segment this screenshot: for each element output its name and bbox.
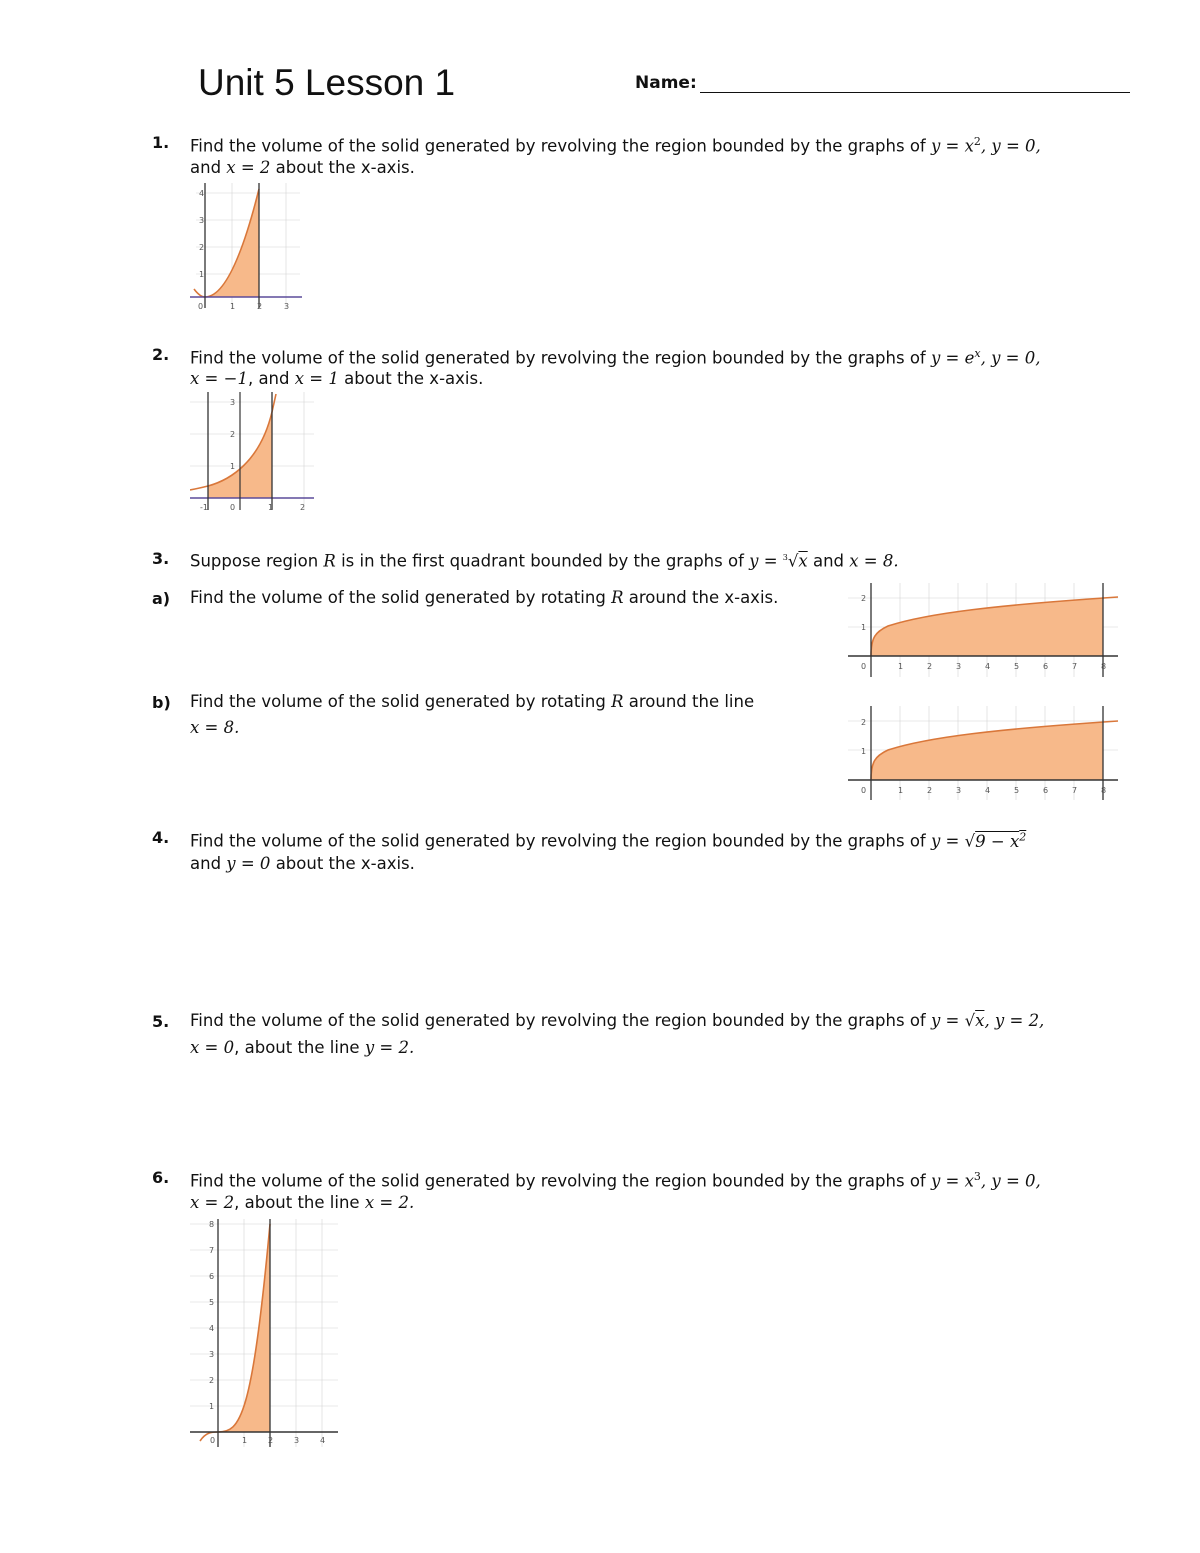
part-a-text: Find the volume of the solid generated by rotating R around the x-axis. bbox=[190, 588, 779, 607]
problem-number: 6. bbox=[152, 1168, 170, 1187]
part-b-line-2: x = 8. bbox=[190, 718, 240, 737]
x-tick: 0 bbox=[861, 786, 867, 795]
problem-5-line-2: x = 0, about the line y = 2. bbox=[190, 1038, 415, 1057]
y-tick: 1 bbox=[861, 623, 867, 632]
x-tick: 0 bbox=[230, 503, 236, 512]
graph-problem-1 bbox=[190, 183, 302, 313]
x-tick: 8 bbox=[1101, 786, 1107, 795]
y-tick: 2 bbox=[199, 243, 205, 252]
problem-1-line-2: and x = 2 about the x-axis. bbox=[190, 158, 415, 177]
x-tick: 1 bbox=[242, 1436, 248, 1445]
problem-4-line-1: Find the volume of the solid generated by revolving the region bounded by the graphs of $y = √9 - x^2$ bbox=[190, 830, 1027, 851]
x-tick: 4 bbox=[985, 786, 991, 795]
name-label: Name: bbox=[635, 73, 697, 93]
x-tick: 0 bbox=[198, 302, 204, 311]
x-tick: 6 bbox=[1043, 786, 1049, 795]
y-tick: 4 bbox=[199, 189, 205, 198]
graph-problem-3b bbox=[848, 706, 1120, 804]
y-tick: 2 bbox=[861, 718, 867, 727]
name-field-line[interactable] bbox=[700, 92, 1130, 93]
graph-problem-3a bbox=[848, 583, 1120, 681]
graph-problem-6 bbox=[190, 1219, 340, 1451]
y-tick: 3 bbox=[230, 398, 236, 407]
x-tick: 8 bbox=[1101, 662, 1107, 671]
x-tick: 3 bbox=[956, 786, 962, 795]
x-tick: 2 bbox=[268, 1436, 274, 1445]
y-tick: 1 bbox=[209, 1402, 215, 1411]
y-tick: 2 bbox=[861, 594, 867, 603]
x-tick: 1 bbox=[268, 503, 274, 512]
problem-number: 1. bbox=[152, 133, 170, 152]
y-tick: 7 bbox=[209, 1246, 215, 1255]
problem-6-line-2: x = 2, about the line x = 2. bbox=[190, 1193, 415, 1212]
x-tick: 3 bbox=[284, 302, 290, 311]
y-tick: 1 bbox=[230, 462, 236, 471]
y-tick: 3 bbox=[199, 216, 205, 225]
y-tick: 3 bbox=[209, 1350, 215, 1359]
x-tick: -1 bbox=[200, 503, 208, 512]
problem-number: 4. bbox=[152, 828, 170, 847]
x-tick: 2 bbox=[927, 786, 933, 795]
x-tick: 7 bbox=[1072, 662, 1078, 671]
x-tick: 1 bbox=[898, 662, 904, 671]
x-tick: 4 bbox=[985, 662, 991, 671]
problem-5-line-1: Find the volume of the solid generated by revolving the region bounded by the graphs of y = √x, y = 2, bbox=[190, 1011, 1045, 1030]
y-tick: 5 bbox=[209, 1298, 215, 1307]
y-tick: 1 bbox=[861, 747, 867, 756]
problem-4-line-2: and y = 0 about the x-axis. bbox=[190, 854, 415, 873]
problem-2-line-1: Find the volume of the solid generated by revolving the region bounded by the graphs of $y = e^x$, y = 0, bbox=[190, 347, 1041, 368]
y-tick: 6 bbox=[209, 1272, 215, 1281]
x-tick: 5 bbox=[1014, 786, 1020, 795]
x-tick: 3 bbox=[956, 662, 962, 671]
problem-2-line-2: x = −1, and x = 1 about the x-axis. bbox=[190, 369, 484, 388]
x-tick: 2 bbox=[257, 302, 263, 311]
x-tick: 2 bbox=[300, 503, 306, 512]
x-tick: 0 bbox=[861, 662, 867, 671]
y-tick: 1 bbox=[199, 270, 205, 279]
y-tick: 2 bbox=[230, 430, 236, 439]
x-tick: 1 bbox=[898, 786, 904, 795]
part-b-line-1: Find the volume of the solid generated by rotating R around the line bbox=[190, 692, 755, 711]
problem-6-line-1: Find the volume of the solid generated by revolving the region bounded by the graphs of $y = x^3$, y = 0, bbox=[190, 1170, 1041, 1191]
problem-3-line-1: Suppose region R is in the first quadrant bounded by the graphs of y = $^3$√x and x = 8. bbox=[190, 551, 899, 571]
page-title: Unit 5 Lesson 1 bbox=[198, 62, 456, 103]
part-label: a) bbox=[152, 589, 171, 608]
x-tick: 1 bbox=[230, 302, 236, 311]
x-tick: 3 bbox=[294, 1436, 300, 1445]
x-tick: 5 bbox=[1014, 662, 1020, 671]
x-tick: 7 bbox=[1072, 786, 1078, 795]
x-tick: 6 bbox=[1043, 662, 1049, 671]
y-tick: 8 bbox=[209, 1220, 215, 1229]
problem-number: 5. bbox=[152, 1012, 170, 1031]
y-tick: 4 bbox=[209, 1324, 215, 1333]
y-tick: 2 bbox=[209, 1376, 215, 1385]
x-tick: 4 bbox=[320, 1436, 326, 1445]
problem-number: 2. bbox=[152, 345, 170, 364]
problem-1-line-1: Find the volume of the solid generated by revolving the region bounded by the graphs of $y = x^2$, y = 0, bbox=[190, 135, 1041, 156]
graph-problem-2 bbox=[190, 392, 314, 514]
part-label: b) bbox=[152, 693, 171, 712]
problem-number: 3. bbox=[152, 549, 170, 568]
x-tick: 0 bbox=[210, 1436, 216, 1445]
x-tick: 2 bbox=[927, 662, 933, 671]
